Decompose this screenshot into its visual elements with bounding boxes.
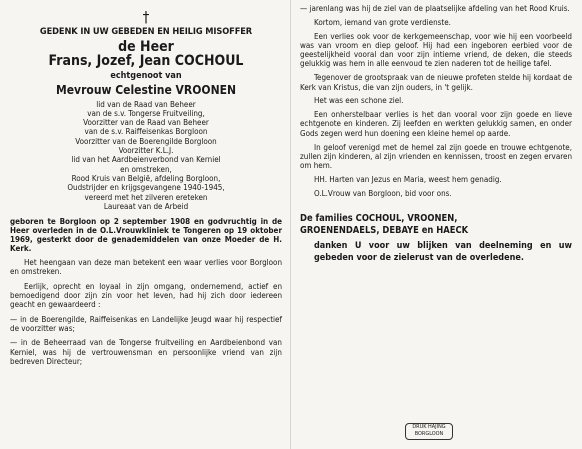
families-line: GROENENDAELS, DEBAYE en HAECK bbox=[300, 225, 469, 237]
function-line: van de s.v. Tongerse Fruitveiling, bbox=[87, 108, 205, 118]
paragraph: Eerlijk, oprecht en loyaal in zijn omgang, ondernemend, actief en bemoedigend door zijn zin voor het leven, had hij zich door iedereen geacht en gewaardeerd : bbox=[10, 281, 282, 310]
spouse-name: Mevrouw Celestine VROONEN bbox=[55, 82, 237, 97]
families-block bbox=[300, 213, 572, 237]
function-line: Voorzitter van de Boerengilde Borgloon bbox=[75, 136, 217, 146]
paragraph: Tegenover de grootspraak van de nieuwe profeten stelde hij kordaat de Kerk van Kristus, die van zijn ouders, in 't gelijk. bbox=[300, 73, 572, 92]
paragraph: Het was een schone ziel. bbox=[314, 96, 404, 106]
functions-list bbox=[10, 100, 282, 212]
birth-death-paragraph: geboren te Borgloon op 2 september 1908 en godvruchtig in de Heer overleden in de O.L.Vrouwkliniek te Tongeren op 19 oktober 1969, gesterkt door de genademiddelen van onze Moeder de H. Kerk. bbox=[10, 217, 282, 254]
right-page bbox=[300, 4, 572, 264]
thanks-text: danken U voor uw blijken van deelneming en uw gebeden voor de zielerust van de overledene. bbox=[314, 241, 572, 263]
fold-line bbox=[290, 0, 291, 449]
function-line: van de s.v. Raiffeisenkas Borgloon bbox=[84, 127, 208, 137]
function-line: lid van de Raad van Beheer bbox=[96, 99, 196, 109]
function-line: Voorzitter van de Raad van Beheer bbox=[83, 118, 209, 128]
title: de Heer bbox=[118, 39, 174, 56]
function-line: en omstreken, bbox=[120, 164, 172, 174]
paragraph: — jarenlang was hij de ziel van de plaatselijke afdeling van het Rood Kruis. bbox=[300, 4, 570, 13]
function-line: lid van het Aardbeienverbond van Kerniel bbox=[71, 155, 221, 165]
paragraph: — in de Beheerraad van de Tongerse fruitveiling en Aardbeienbond van Kerniel, was hij de vertrouwensman en persoonlijke vriend van zijn bedreven Directeur; bbox=[10, 338, 282, 366]
paragraph: Een verlies ook voor de kerkgemeenschap, voor wie hij een voorbeeld was van vroom en diep geloof. Hij had een ingeboren eerbied voor de geestelijkheid vooral dan voor zijn intieme vriend, de deken, die steeds gelukkig was hem in alle eenvoud te zien naderen tot de heilige tafel. bbox=[300, 31, 572, 69]
paragraph: O.L.Vrouw van Borgloon, bid voor ons. bbox=[314, 188, 452, 198]
printer-town: BORGLOON bbox=[414, 430, 444, 437]
remembrance-heading: GEDENK IN UW GEBEDEN EN HEILIG MISOFFER bbox=[39, 26, 253, 37]
paragraph: In geloof verenigd met de hemel zal zijn goede en trouwe echtgenote, zullen zijn kinderen, al zijn vrienden en kennissen, troost en zegen ervaren om hem. bbox=[300, 142, 572, 171]
function-line: vereerd met het zilveren ereteken bbox=[84, 192, 208, 202]
left-page bbox=[10, 0, 282, 366]
paragraph: HH. Harten van Jezus en Maria, weest hem genadig. bbox=[314, 174, 502, 184]
spouse-label: echtgenoot van bbox=[110, 71, 182, 82]
paragraph: — in de Boerengilde, Raiffeisenkas en Landelijke Jeugd waar hij respectief de voorzitter was; bbox=[10, 314, 282, 333]
cross-icon: † bbox=[142, 8, 150, 26]
deceased-name: Frans, Jozef, Jean COCHOUL bbox=[48, 53, 244, 70]
function-line: Laureaat van de Arbeid bbox=[103, 201, 189, 211]
families-line: De families COCHOUL, VROONEN, bbox=[300, 213, 458, 225]
paragraph: Het heengaan van deze man betekent een waar verlies voor Borgloon en omstreken. bbox=[10, 258, 282, 277]
printer-name: DRUK HAJING bbox=[412, 424, 446, 430]
function-line: Oudstrijder en krijgsgevangene 1940-1945, bbox=[67, 183, 225, 193]
function-line: Rood Kruis van België, afdeling Borgloon, bbox=[71, 173, 221, 183]
paragraph: Een onherstelbaar verlies is het dan vooral voor zijn goede en lieve echtgenote en kinderen. Zij leefden en werkten gelukkig samen, en onder Gods zegen werd hun doening een kleine hemel op aarde. bbox=[300, 110, 572, 138]
printer-stamp bbox=[405, 423, 453, 440]
paragraph: Kortom, iemand van grote verdienste. bbox=[314, 17, 451, 27]
function-line: Voorzitter K.L.J. bbox=[118, 146, 174, 156]
